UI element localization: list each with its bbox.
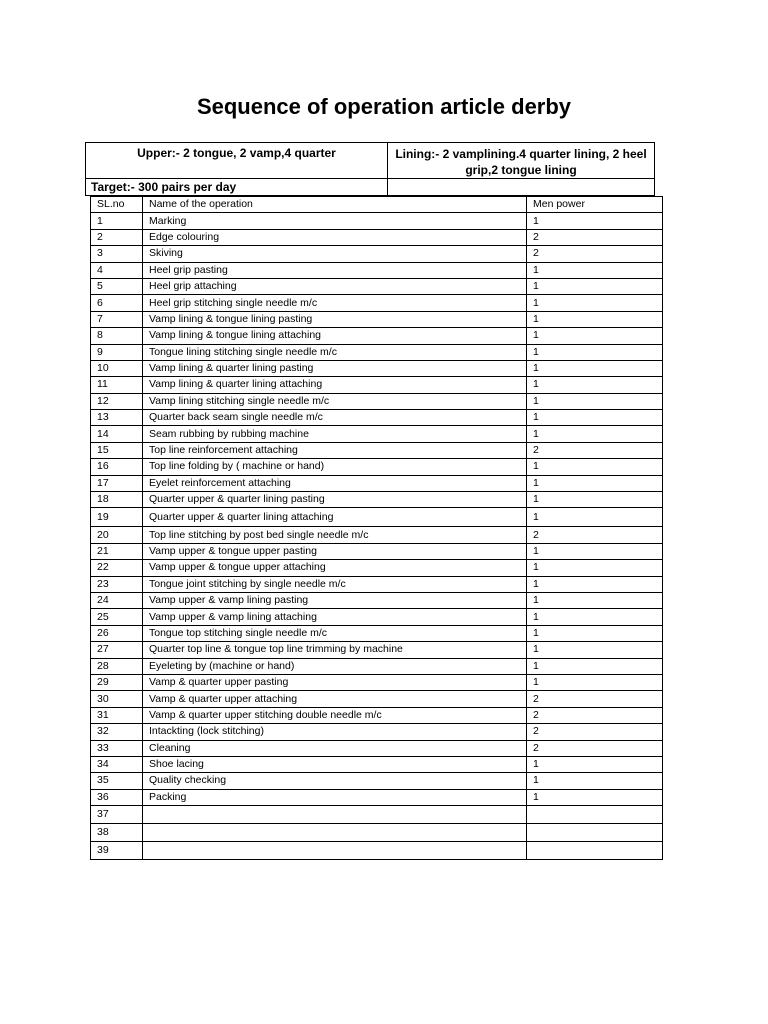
row-operation: Eyelet reinforcement attaching bbox=[143, 475, 527, 491]
table-row bbox=[91, 213, 663, 229]
row-men-power: 1 bbox=[527, 773, 663, 789]
production-target: Target:- 300 pairs per day bbox=[86, 179, 388, 196]
row-slno: 19 bbox=[91, 508, 143, 527]
row-men-power bbox=[527, 842, 663, 860]
table-row bbox=[91, 377, 663, 393]
row-operation: Top line reinforcement attaching bbox=[143, 442, 527, 458]
row-operation: Vamp upper & vamp lining pasting bbox=[143, 592, 527, 608]
row-men-power: 1 bbox=[527, 609, 663, 625]
column-header-men-power: Men power bbox=[527, 197, 663, 213]
row-operation bbox=[143, 842, 527, 860]
row-slno: 15 bbox=[91, 442, 143, 458]
row-operation: Intackting (lock stitching) bbox=[143, 724, 527, 740]
row-operation: Vamp upper & tongue upper attaching bbox=[143, 560, 527, 576]
column-header-operation: Name of the operation bbox=[143, 197, 527, 213]
row-operation: Quarter top line & tongue top line trimming by machine bbox=[143, 642, 527, 658]
table-row bbox=[91, 543, 663, 559]
row-slno: 21 bbox=[91, 543, 143, 559]
row-slno: 33 bbox=[91, 740, 143, 756]
row-men-power: 1 bbox=[527, 475, 663, 491]
row-men-power: 2 bbox=[527, 740, 663, 756]
row-operation: Vamp lining & tongue lining attaching bbox=[143, 328, 527, 344]
table-row bbox=[91, 295, 663, 311]
table-row bbox=[91, 262, 663, 278]
table-row bbox=[91, 246, 663, 262]
row-men-power: 1 bbox=[527, 278, 663, 294]
row-slno: 22 bbox=[91, 560, 143, 576]
operations-table bbox=[90, 196, 663, 860]
row-men-power: 2 bbox=[527, 724, 663, 740]
row-operation: Tongue joint stitching by single needle m/c bbox=[143, 576, 527, 592]
table-row bbox=[91, 527, 663, 543]
row-operation: Vamp lining & tongue lining pasting bbox=[143, 311, 527, 327]
row-operation: Vamp & quarter upper stitching double needle m/c bbox=[143, 707, 527, 723]
table-row bbox=[91, 609, 663, 625]
row-slno: 27 bbox=[91, 642, 143, 658]
row-slno: 36 bbox=[91, 789, 143, 805]
table-row bbox=[91, 824, 663, 842]
row-slno: 5 bbox=[91, 278, 143, 294]
row-slno: 4 bbox=[91, 262, 143, 278]
upper-components: Upper:- 2 tongue, 2 vamp,4 quarter bbox=[86, 143, 388, 178]
table-row bbox=[91, 459, 663, 475]
lining-components: Lining:- 2 vamplining.4 quarter lining, 2 heel grip,2 tongue lining bbox=[395, 147, 647, 177]
row-operation: Edge colouring bbox=[143, 229, 527, 245]
row-operation: Quarter back seam single needle m/c bbox=[143, 410, 527, 426]
table-row bbox=[91, 311, 663, 327]
empty-cell bbox=[388, 179, 654, 196]
row-slno: 29 bbox=[91, 674, 143, 690]
row-men-power: 1 bbox=[527, 560, 663, 576]
row-slno: 16 bbox=[91, 459, 143, 475]
row-slno: 12 bbox=[91, 393, 143, 409]
row-men-power: 1 bbox=[527, 410, 663, 426]
table-row bbox=[91, 393, 663, 409]
row-men-power: 2 bbox=[527, 707, 663, 723]
row-operation bbox=[143, 824, 527, 842]
table-row bbox=[91, 560, 663, 576]
table-row bbox=[91, 344, 663, 360]
column-header-slno: SL.no bbox=[91, 197, 143, 213]
table-row bbox=[91, 773, 663, 789]
row-operation: Heel grip pasting bbox=[143, 262, 527, 278]
row-slno: 9 bbox=[91, 344, 143, 360]
row-men-power: 1 bbox=[527, 295, 663, 311]
table-row bbox=[91, 576, 663, 592]
row-men-power: 1 bbox=[527, 592, 663, 608]
row-operation: Top line folding by ( machine or hand) bbox=[143, 459, 527, 475]
row-operation bbox=[143, 806, 527, 824]
table-row bbox=[91, 475, 663, 491]
table-row bbox=[91, 492, 663, 508]
document-title: Sequence of operation article derby bbox=[196, 94, 572, 119]
row-slno: 32 bbox=[91, 724, 143, 740]
row-slno: 25 bbox=[91, 609, 143, 625]
table-row bbox=[91, 442, 663, 458]
row-operation: Vamp upper & vamp lining attaching bbox=[143, 609, 527, 625]
table-row bbox=[91, 806, 663, 824]
row-slno: 23 bbox=[91, 576, 143, 592]
table-row bbox=[91, 625, 663, 641]
row-men-power: 1 bbox=[527, 543, 663, 559]
row-men-power: 1 bbox=[527, 393, 663, 409]
row-slno: 26 bbox=[91, 625, 143, 641]
table-row bbox=[91, 674, 663, 690]
table-row bbox=[91, 756, 663, 772]
row-operation: Cleaning bbox=[143, 740, 527, 756]
row-slno: 28 bbox=[91, 658, 143, 674]
row-men-power: 2 bbox=[527, 527, 663, 543]
row-men-power: 2 bbox=[527, 229, 663, 245]
row-men-power bbox=[527, 824, 663, 842]
table-row bbox=[91, 642, 663, 658]
row-slno: 11 bbox=[91, 377, 143, 393]
table-row bbox=[91, 360, 663, 376]
table-row bbox=[91, 842, 663, 860]
row-slno: 8 bbox=[91, 328, 143, 344]
article-summary-box bbox=[85, 142, 655, 196]
table-header-row bbox=[91, 197, 663, 213]
row-men-power: 1 bbox=[527, 789, 663, 805]
row-slno: 34 bbox=[91, 756, 143, 772]
row-slno: 37 bbox=[91, 806, 143, 824]
row-operation: Vamp upper & tongue upper pasting bbox=[143, 543, 527, 559]
table-row bbox=[91, 229, 663, 245]
row-slno: 30 bbox=[91, 691, 143, 707]
row-slno: 7 bbox=[91, 311, 143, 327]
row-operation: Marking bbox=[143, 213, 527, 229]
row-men-power: 2 bbox=[527, 246, 663, 262]
table-row bbox=[91, 740, 663, 756]
row-men-power: 1 bbox=[527, 262, 663, 278]
table-row bbox=[91, 278, 663, 294]
row-men-power: 2 bbox=[527, 691, 663, 707]
row-men-power: 1 bbox=[527, 625, 663, 641]
row-operation: Vamp & quarter upper attaching bbox=[143, 691, 527, 707]
row-men-power: 1 bbox=[527, 213, 663, 229]
row-men-power: 1 bbox=[527, 658, 663, 674]
table-row bbox=[91, 724, 663, 740]
row-operation: Vamp & quarter upper pasting bbox=[143, 674, 527, 690]
row-men-power: 1 bbox=[527, 344, 663, 360]
row-men-power: 2 bbox=[527, 442, 663, 458]
row-operation: Quality checking bbox=[143, 773, 527, 789]
row-operation: Seam rubbing by rubbing machine bbox=[143, 426, 527, 442]
row-men-power bbox=[527, 806, 663, 824]
row-operation: Heel grip stitching single needle m/c bbox=[143, 295, 527, 311]
row-slno: 31 bbox=[91, 707, 143, 723]
row-slno: 35 bbox=[91, 773, 143, 789]
row-slno: 20 bbox=[91, 527, 143, 543]
row-operation: Eyeleting by (machine or hand) bbox=[143, 658, 527, 674]
table-row bbox=[91, 707, 663, 723]
row-slno: 39 bbox=[91, 842, 143, 860]
row-operation: Heel grip attaching bbox=[143, 278, 527, 294]
table-row bbox=[91, 789, 663, 805]
row-slno: 2 bbox=[91, 229, 143, 245]
row-men-power: 1 bbox=[527, 311, 663, 327]
row-operation: Top line stitching by post bed single needle m/c bbox=[143, 527, 527, 543]
row-slno: 38 bbox=[91, 824, 143, 842]
row-men-power: 1 bbox=[527, 459, 663, 475]
row-men-power: 1 bbox=[527, 492, 663, 508]
row-slno: 1 bbox=[91, 213, 143, 229]
row-men-power: 1 bbox=[527, 674, 663, 690]
row-slno: 10 bbox=[91, 360, 143, 376]
row-slno: 24 bbox=[91, 592, 143, 608]
table-row bbox=[91, 658, 663, 674]
row-men-power: 1 bbox=[527, 426, 663, 442]
row-operation: Quarter upper & quarter lining pasting bbox=[143, 492, 527, 508]
table-row bbox=[91, 410, 663, 426]
table-row bbox=[91, 426, 663, 442]
row-men-power: 1 bbox=[527, 642, 663, 658]
row-slno: 13 bbox=[91, 410, 143, 426]
row-men-power: 1 bbox=[527, 756, 663, 772]
row-operation: Quarter upper & quarter lining attaching bbox=[143, 508, 527, 527]
table-row bbox=[91, 592, 663, 608]
row-operation: Vamp lining & quarter lining pasting bbox=[143, 360, 527, 376]
row-men-power: 1 bbox=[527, 328, 663, 344]
row-slno: 18 bbox=[91, 492, 143, 508]
row-operation: Shoe lacing bbox=[143, 756, 527, 772]
row-men-power: 1 bbox=[527, 377, 663, 393]
row-slno: 14 bbox=[91, 426, 143, 442]
row-men-power: 1 bbox=[527, 360, 663, 376]
row-slno: 6 bbox=[91, 295, 143, 311]
table-row bbox=[91, 508, 663, 527]
row-operation: Vamp lining & quarter lining attaching bbox=[143, 377, 527, 393]
table-row bbox=[91, 328, 663, 344]
row-operation: Vamp lining stitching single needle m/c bbox=[143, 393, 527, 409]
row-men-power: 1 bbox=[527, 508, 663, 527]
row-slno: 17 bbox=[91, 475, 143, 491]
row-men-power: 1 bbox=[527, 576, 663, 592]
row-operation: Packing bbox=[143, 789, 527, 805]
row-operation: Tongue lining stitching single needle m/c bbox=[143, 344, 527, 360]
table-row bbox=[91, 691, 663, 707]
row-operation: Tongue top stitching single needle m/c bbox=[143, 625, 527, 641]
row-operation: Skiving bbox=[143, 246, 527, 262]
row-slno: 3 bbox=[91, 246, 143, 262]
